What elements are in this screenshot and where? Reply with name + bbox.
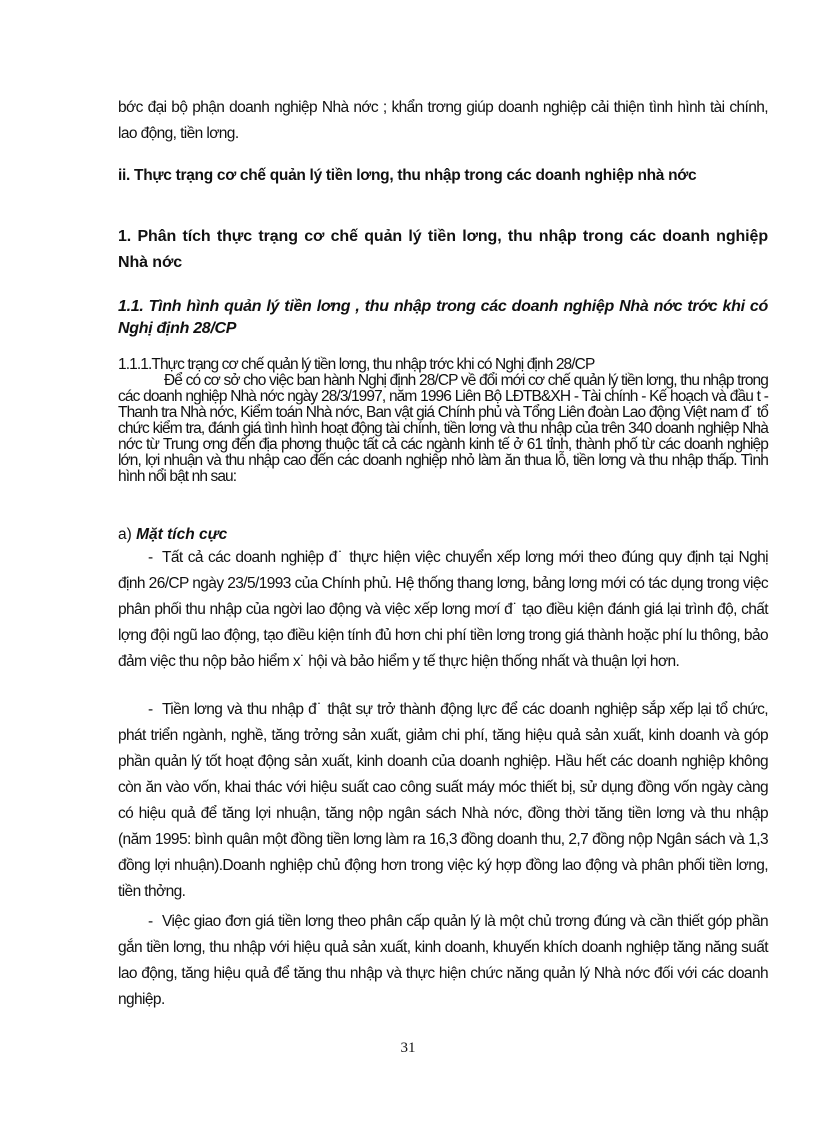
dash-marker: - [148,913,153,930]
list-marker: a) [118,526,132,543]
section-1-heading: 1. Phân tích thực trạng cơ chế quản lý tiền lơng, thu nhập trong các doanh nghiệp Nhà nớc [118,228,768,271]
bullet-text: Việc giao đơn giá tiền lơng theo phân cấp quản lý là một chủ trơng đúng và cần thiết góp phần gắn tiền lơng, thu nhập với hiệu quả sản xuất, kinh doanh, khuyến khích doanh nghiệp tăng năng suất lao động, tăng hiệu quả để tăng thu nhập và thực hiện chức năng quản lý Nhà nớc đối với các doanh nghiệp. [118,913,768,1008]
bullet-text: Tiền lơng và thu nhập đ˙ thật sự trở thành động lực để các doanh nghiệp sắp xếp lại tổ chức, phát triển ngành, nghề, tăng trởng sản xuất, giảm chi phí, tăng hiệu quả sản xuất, kinh doanh và góp phần quản lý tốt hoạt động sản xuất, kinh doanh của doanh nghiệp. Hầu hết các doanh nghiệp không còn ăn vào vốn, khai thác với hiệu suất cao công suất máy móc thiết bị, sử dụng đồng vốn ngày càng có hiệu quả để tăng lợi nhuận, tăng nộp ngân sách Nhà nớc, đồng thời tăng tiền lơng và thu nhập (năm 1995: bình quân một đồng tiền lơng làm ra 16,3 đồng doanh thu, 2,7 đồng nộp Ngân sách và 1,3 đồng lợi nhuận).Doanh nghiệp chủ động hơn trong việc ký hợp đồng lao động và phân phối tiền lơng, tiền thởng. [118,701,768,900]
section-ii-heading: ii. Thực trạng cơ chế quản lý tiền lơng, thu nhập trong các doanh nghiệp nhà nớc [118,167,697,184]
intro-paragraph: bớc đại bộ phận doanh nghiệp Nhà nớc ; khẩn trơng giúp doanh nghiệp cải thiện tình hình tài chính, lao động, tiền lơng. [118,99,768,142]
section-1-1-heading: 1.1. Tình hình quản lý tiền lơng , thu nhập trong các doanh nghiệp Nhà nớc trớc khi có Nghị định 28/CP [118,298,768,337]
dash-marker: - [148,549,153,566]
bullet-text: Tất cả các doanh nghiệp đ˙ thực hiện việc chuyển xếp lơng mới theo đúng quy định tại Nghị định 26/CP ngày 23/5/1993 của Chính phủ. Hệ thống thang lơng, bảng lơng mới có tác dụng trong việc phân phối thu nhập của ngời lao động và việc xếp lơng mơí đ˙ tạo điều kiện đánh giá lại trình độ, chất lợng đội ngũ lao động, tạo điều kiện tính đủ hơn chi phí tiền lơng trong giá thành hoặc phí lu thông, bảo đảm việc thu nộp bảo hiểm x˙ hội và bảo hiểm y tế thực hiện thống nhất và thuận lợi hơn. [118,549,768,670]
bullet-item [118,697,768,905]
dash-marker: - [148,701,153,718]
page-number: 31 [400,1040,416,1056]
positive-aspects-subheading [118,527,768,543]
section-1-1-1-body: Để có cơ sở cho việc ban hành Nghị định 28/CP về đổi mới cơ chế quản lý tiền lơng, thu nhập trong các doanh nghiệp Nhà nớc ngày 28/3/1997, năm 1996 Liên Bộ LĐTB&XH - Tài chính - Kế hoạch và đầu t - Thanh tra Nhà nớc, Kiểm toán Nhà nớc, Ban vật giá Chính phủ và Tổng Liên đoàn Lao động Việt nam đ˙ tổ chức kiểm tra, đánh giá tình hình hoạt động tài chính, tiền lơng và thu nhập của trên 340 doanh nghiệp Nhà nớc từ Trung ơng đến địa phơng thuộc tất cả các ngành kinh tế ở 61 tỉnh, thành phố từ các doanh nghiệp lớn, lợi nhuận và thu nhập cao đến các doanh nghiệp nhỏ làm ăn thua lỗ, tiền lơng và thu nhập thấp. Tình hình nổi bật nh sau: [118,372,768,485]
positive-aspects-label: Mặt tích cực [136,526,228,543]
bullet-item [118,545,768,675]
section-1-1-1-title: 1.1.1.Thực trạng cơ chế quản lý tiền lơng, thu nhập trớc khi có Nghị định 28/CP [118,356,595,373]
section-1-1-1 [118,357,768,485]
bullet-item [118,909,768,1013]
